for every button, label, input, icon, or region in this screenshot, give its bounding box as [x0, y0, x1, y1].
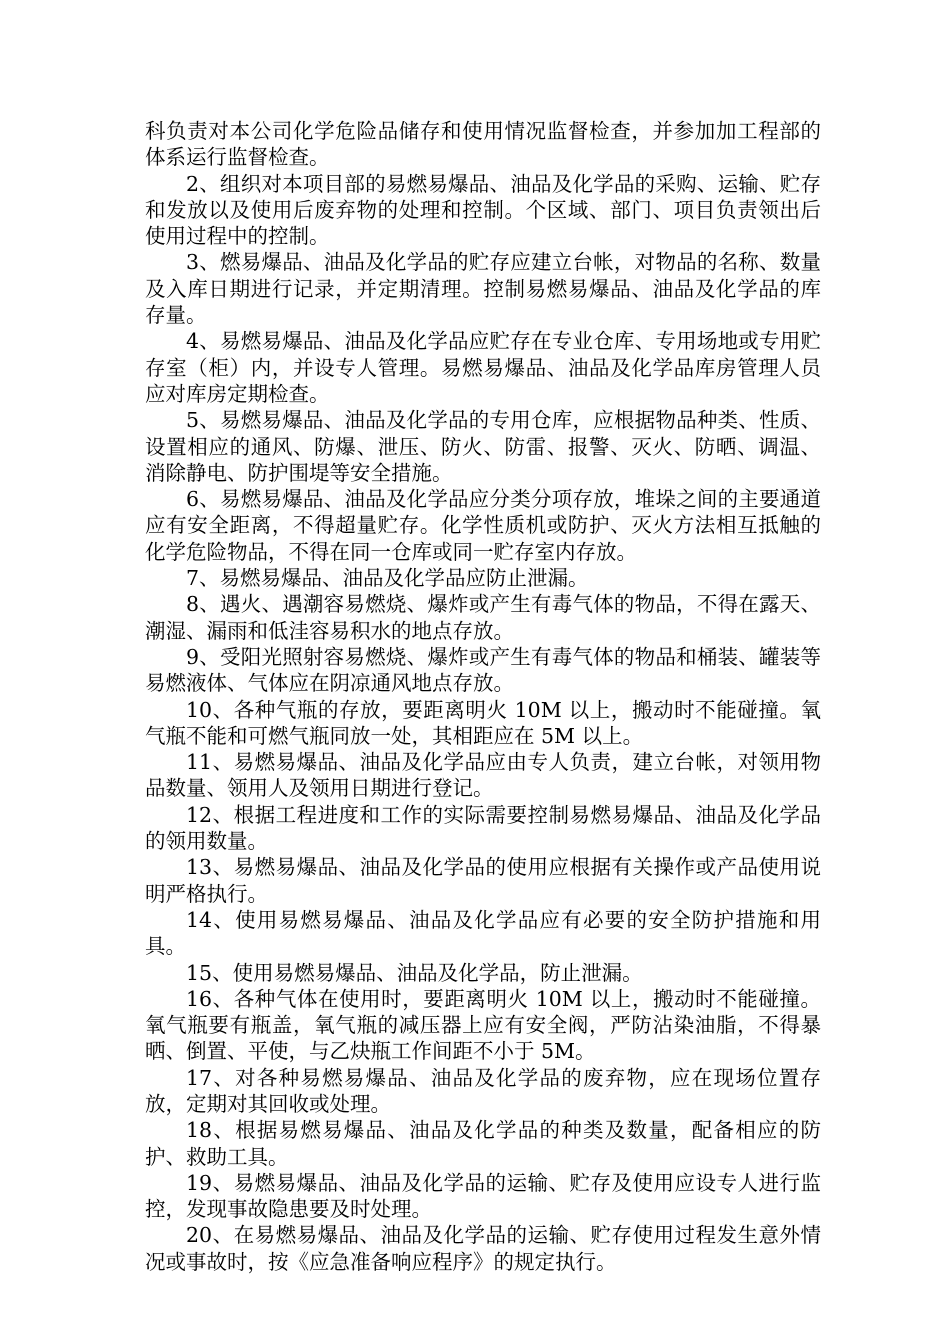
paragraph-item-6: 6、易燃易爆品、油品及化学品应分类分项存放，堆垛之间的主要通道应有安全距离，不得超量贮存。化学性质机或防护、灭火方法相互抵触的化学危险物品，不得在同一仓库或同一贮存室内存放。 [145, 487, 821, 564]
paragraph-item-11: 11、易燃易爆品、油品及化学品应由专人负责，建立台帐，对领用物品数量、领用人及领用日期进行登记。 [145, 750, 821, 801]
paragraph-item-20: 20、在易燃易爆品、油品及化学品的运输、贮存使用过程发生意外情况或事故时，按《应急准备响应程序》的规定执行。 [145, 1223, 821, 1274]
document-body [145, 118, 821, 1275]
paragraph-continuation: 科负责对本公司化学危险品储存和使用情况监督检查，并参加加工程部的体系运行监督检查。 [145, 119, 821, 170]
paragraph-item-8: 8、遇火、遇潮容易燃烧、爆炸或产生有毒气体的物品，不得在露天、潮湿、漏雨和低洼容易积水的地点存放。 [145, 592, 821, 643]
paragraph-item-7: 7、易燃易爆品、油品及化学品应防止泄漏。 [186, 566, 589, 591]
paragraph-item-9: 9、受阳光照射容易燃烧、爆炸或产生有毒气体的物品和桶装、罐装等易燃液体、气体应在阴凉通风地点存放。 [145, 644, 821, 696]
paragraph-item-10: 10、各种气瓶的存放，要距离明火 10M 以上，搬动时不能碰撞。氧气瓶不能和可燃气瓶同放一处，其相距应在 5M 以上。 [145, 697, 821, 748]
paragraph-item-14: 14、使用易燃易爆品、油品及化学品应有必要的安全防护措施和用具。 [145, 907, 821, 959]
paragraph-item-17: 17、对各种易燃易爆品、油品及化学品的废弃物，应在现场位置存放，定期对其回收或处理。 [145, 1065, 821, 1116]
paragraph-item-18: 18、根据易燃易爆品、油品及化学品的种类及数量，配备相应的防护、救助工具。 [145, 1118, 821, 1169]
paragraph-item-3: 3、燃易爆品、油品及化学品的贮存应建立台帐，对物品的名称、数量及入库日期进行记录，并定期清理。控制易燃易爆品、油品及化学品的库存量。 [145, 250, 821, 328]
paragraph-item-19: 19、易燃易爆品、油品及化学品的运输、贮存及使用应设专人进行监控，发现事故隐患要及时处理。 [145, 1170, 821, 1222]
paragraph-item-13: 13、易燃易爆品、油品及化学品的使用应根据有关操作或产品使用说明严格执行。 [145, 855, 821, 906]
paragraph-item-16: 16、各种气体在使用时，要距离明火 10M 以上，搬动时不能碰撞。氧气瓶要有瓶盖，氧气瓶的减压器上应有安全阀，严防沾染油脂，不得暴晒、倒置、平使，与乙炔瓶工作间距不小于 5M。 [145, 986, 821, 1064]
paragraph-item-12: 12、根据工程进度和工作的实际需要控制易燃易爆品、油品及化学品的领用数量。 [145, 802, 821, 854]
paragraph-item-4: 4、易燃易爆品、油品及化学品应贮存在专业仓库、专用场地或专用贮存室（柜）内，并设专人管理。易燃易爆品、油品及化学品库房管理人员应对库房定期检查。 [145, 329, 821, 406]
paragraph-item-2: 2、组织对本项目部的易燃易爆品、油品及化学品的采购、运输、贮存和发放以及使用后废弃物的处理和控制。个区域、部门、项目负责领出后使用过程中的控制。 [145, 171, 821, 249]
paragraph-item-15: 15、使用易燃易爆品、油品及化学品，防止泄漏。 [186, 960, 643, 985]
paragraph-item-5: 5、易燃易爆品、油品及化学品的专用仓库，应根据物品种类、性质、设置相应的通风、防爆、泄压、防火、防雷、报警、灭火、防晒、调温、消除静电、防护围堤等安全措施。 [145, 408, 821, 485]
